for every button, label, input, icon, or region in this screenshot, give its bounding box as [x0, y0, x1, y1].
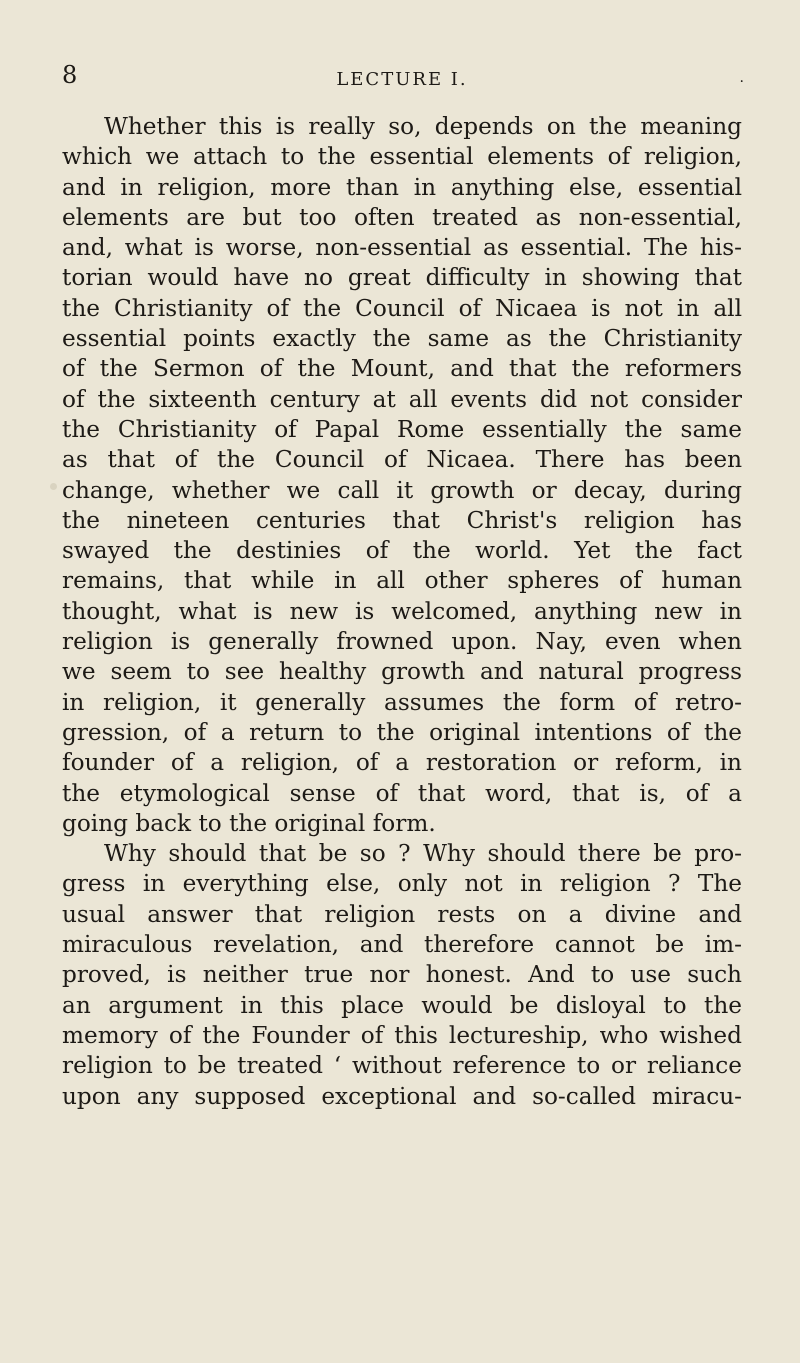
- text-line: which we attach to the essential elements of religion,: [62, 143, 742, 171]
- text-line: and, what is worse, non-essential as essential. The his-: [62, 234, 742, 262]
- text-line: we seem to see healthy growth and natural progress: [62, 658, 742, 686]
- page-number: 8: [62, 61, 78, 89]
- text-line: change, whether we call it growth or decay, during: [62, 476, 742, 504]
- text-line: torian would have no great difficulty in showing that: [62, 264, 742, 292]
- text-line: swayed the destinies of the world. Yet the fact: [62, 537, 742, 565]
- running-head: LECTURE I.: [336, 69, 468, 90]
- text-line: upon any supposed exceptional and so-called miracu-: [62, 1082, 742, 1110]
- text-line: thought, what is new is welcomed, anything new in: [62, 597, 742, 625]
- text-line: the Christianity of the Council of Nicaea is not in all: [62, 294, 742, 322]
- text-line: the Christianity of Papal Rome essentially the same: [62, 415, 742, 443]
- text-line: the nineteen centuries that Christ's religion has: [62, 506, 742, 534]
- text-line: of the sixteenth century at all events did not consider: [62, 385, 742, 413]
- text-line: elements are but too often treated as non-essential,: [62, 203, 742, 231]
- text-line: essential points exactly the same as the Christianity: [62, 325, 742, 353]
- text-line: religion is generally frowned upon. Nay, even when: [62, 628, 742, 656]
- text-line: Why should that be so ? Why should there be pro-: [104, 840, 742, 868]
- text-line: gress in everything else, only not in religion ? The: [62, 870, 742, 898]
- text-line: in religion, it generally assumes the form of retro-: [62, 688, 742, 716]
- text-line: proved, is neither true nor honest. And to use such: [62, 961, 742, 989]
- text-line: usual answer that religion rests on a divine and: [62, 900, 742, 928]
- text-line: as that of the Council of Nicaea. There has been: [62, 446, 742, 474]
- text-line: going back to the original form.: [62, 809, 436, 837]
- text-line: an argument in this place would be disloyal to the: [62, 991, 742, 1019]
- text-line: and in religion, more than in anything else, essential: [62, 173, 742, 201]
- text-line: founder of a religion, of a restoration or reform, in: [62, 749, 742, 777]
- text-line: remains, that while in all other spheres of human: [62, 567, 742, 595]
- paper-blemish: [50, 483, 57, 490]
- text-line: religion to be treated ‘ without reference to or reliance: [62, 1052, 742, 1080]
- header-mark: .: [739, 70, 744, 86]
- text-line: of the Sermon of the Mount, and that the reformers: [62, 355, 742, 383]
- text-line: the etymological sense of that word, that is, of a: [62, 779, 742, 807]
- body-text: [62, 112, 742, 1112]
- text-line: Whether this is really so, depends on the meaning: [104, 113, 742, 140]
- text-line: miraculous revelation, and therefore cannot be im-: [62, 931, 742, 959]
- text-line: gression, of a return to the original intentions of the: [62, 718, 742, 746]
- text-line: memory of the Founder of this lectureship, who wished: [62, 1021, 742, 1049]
- page-header: [62, 60, 742, 100]
